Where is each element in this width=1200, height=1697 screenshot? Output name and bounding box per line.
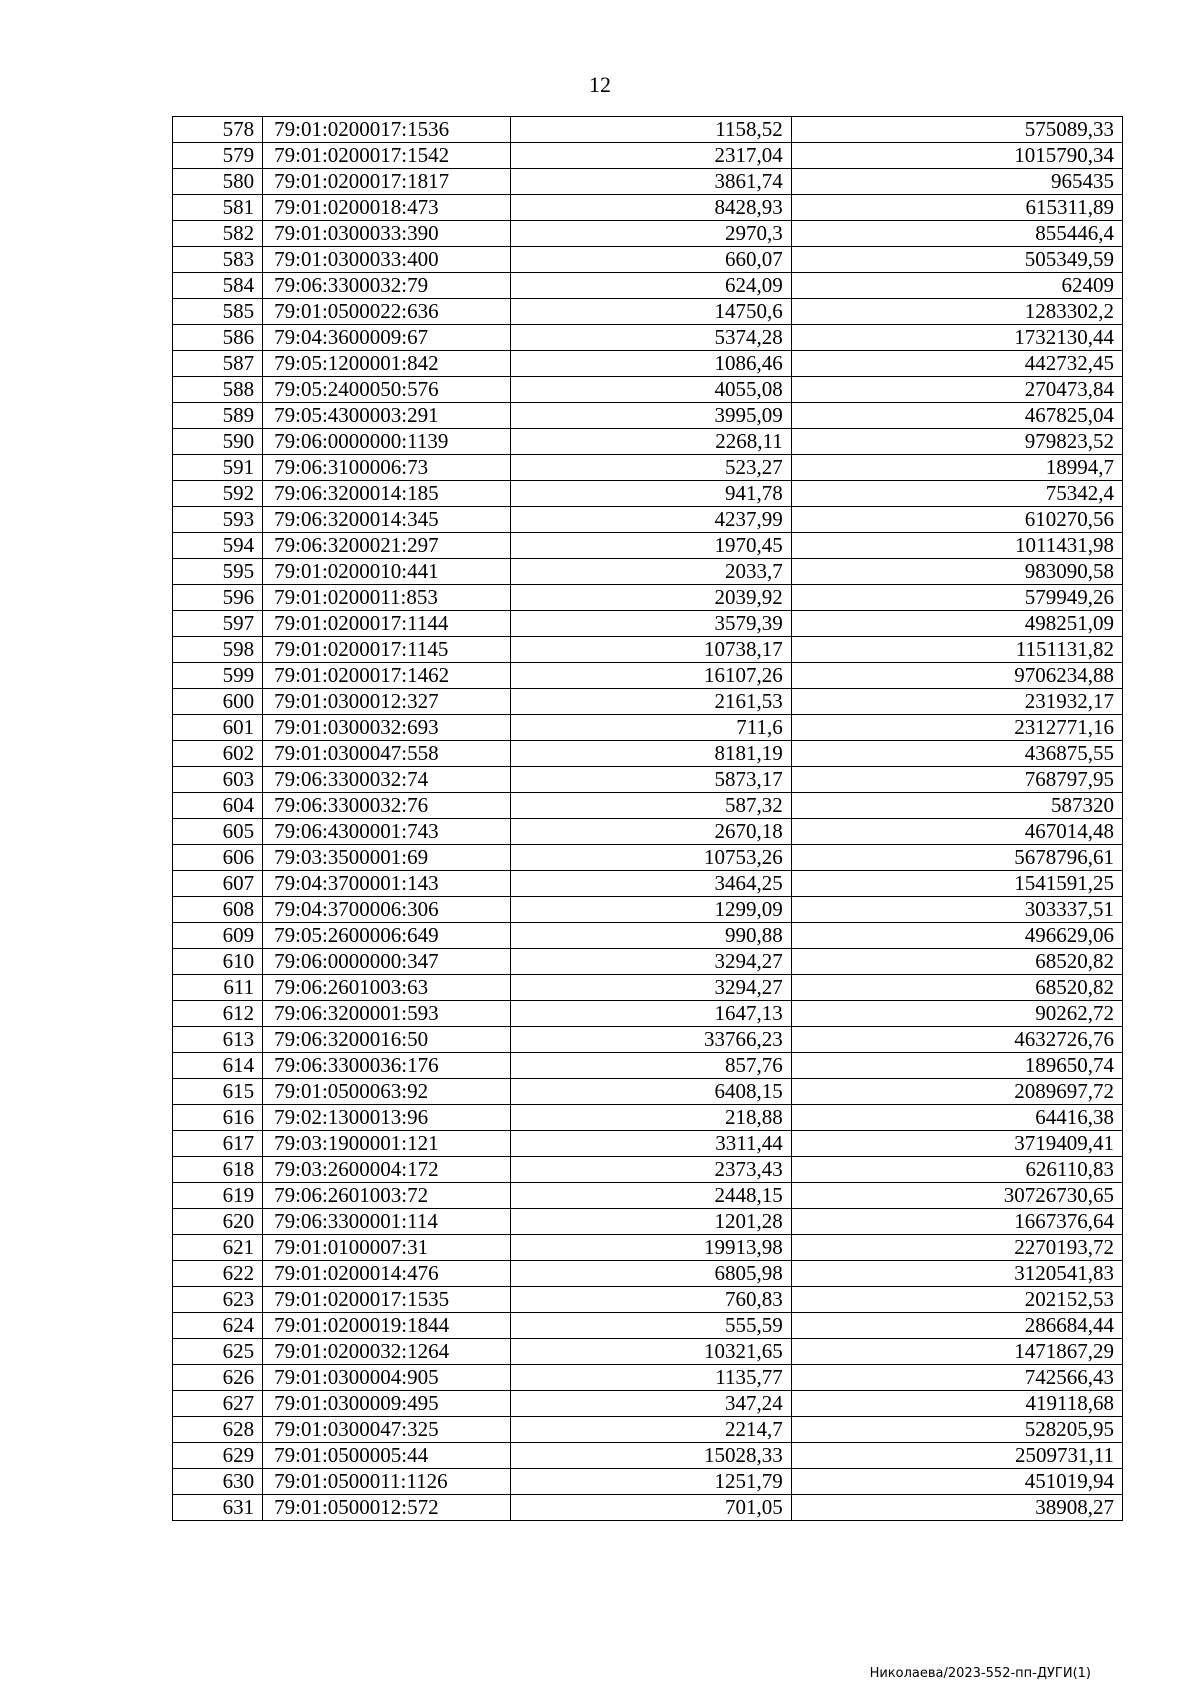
cadastral-number-cell: 79:01:0500011:1126 [263,1469,511,1495]
table-row [173,533,1123,559]
cost-cell: 467014,48 [791,819,1122,845]
table-row [173,1105,1123,1131]
area-cell: 218,88 [511,1105,792,1131]
cost-cell: 575089,33 [791,117,1122,143]
table-row [173,1131,1123,1157]
cost-cell: 1015790,34 [791,143,1122,169]
cadastral-number-cell: 79:01:0300012:327 [263,689,511,715]
cadastral-number-cell: 79:06:3300032:79 [263,273,511,299]
cadastral-number-cell: 79:05:4300003:291 [263,403,511,429]
table-row [173,819,1123,845]
table-row [173,1287,1123,1313]
area-cell: 14750,6 [511,299,792,325]
page-number: 12 [589,72,611,97]
table-row [173,611,1123,637]
row-number-cell: 611 [173,975,263,1001]
row-number-cell: 624 [173,1313,263,1339]
table-row [173,1001,1123,1027]
cadastral-number-cell: 79:01:0500012:572 [263,1495,511,1521]
table-row [173,741,1123,767]
cadastral-number-cell: 79:06:0000000:347 [263,949,511,975]
area-cell: 760,83 [511,1287,792,1313]
cost-cell: 498251,09 [791,611,1122,637]
cadastral-number-cell: 79:02:1300013:96 [263,1105,511,1131]
area-cell: 5873,17 [511,767,792,793]
table-row [173,377,1123,403]
cost-cell: 38908,27 [791,1495,1122,1521]
cost-cell: 587320 [791,793,1122,819]
row-number-cell: 620 [173,1209,263,1235]
table-row [173,715,1123,741]
area-cell: 941,78 [511,481,792,507]
cost-cell: 75342,4 [791,481,1122,507]
cadastral-number-cell: 79:03:3500001:69 [263,845,511,871]
area-cell: 4237,99 [511,507,792,533]
cost-cell: 3120541,83 [791,1261,1122,1287]
row-number-cell: 595 [173,559,263,585]
table-row [173,1469,1123,1495]
cadastral-number-cell: 79:06:4300001:743 [263,819,511,845]
area-cell: 8181,19 [511,741,792,767]
cadastral-number-cell: 79:04:3700006:306 [263,897,511,923]
cadastral-number-cell: 79:01:0300032:693 [263,715,511,741]
cadastral-number-cell: 79:06:2601003:63 [263,975,511,1001]
area-cell: 3861,74 [511,169,792,195]
row-number-cell: 613 [173,1027,263,1053]
row-number-cell: 616 [173,1105,263,1131]
table-row [173,585,1123,611]
row-number-cell: 600 [173,689,263,715]
row-number-cell: 603 [173,767,263,793]
cost-cell: 18994,7 [791,455,1122,481]
cadastral-number-cell: 79:06:3300032:76 [263,793,511,819]
area-cell: 3294,27 [511,975,792,1001]
cost-cell: 419118,68 [791,1391,1122,1417]
area-cell: 2317,04 [511,143,792,169]
area-cell: 16107,26 [511,663,792,689]
row-number-cell: 627 [173,1391,263,1417]
cadastral-number-cell: 79:01:0200019:1844 [263,1313,511,1339]
row-number-cell: 599 [173,663,263,689]
cost-cell: 1732130,44 [791,325,1122,351]
table-row [173,299,1123,325]
table-row [173,793,1123,819]
cadastral-number-cell: 79:01:0500063:92 [263,1079,511,1105]
cost-cell: 90262,72 [791,1001,1122,1027]
cadastral-number-cell: 79:01:0200017:1145 [263,637,511,663]
cost-cell: 2312771,16 [791,715,1122,741]
cadastral-number-cell: 79:03:1900001:121 [263,1131,511,1157]
row-number-cell: 608 [173,897,263,923]
table-row [173,221,1123,247]
area-cell: 711,6 [511,715,792,741]
cadastral-number-cell: 79:03:2600004:172 [263,1157,511,1183]
area-cell: 6408,15 [511,1079,792,1105]
row-number-cell: 598 [173,637,263,663]
row-number-cell: 609 [173,923,263,949]
cost-cell: 1471867,29 [791,1339,1122,1365]
cost-cell: 979823,52 [791,429,1122,455]
table-row [173,195,1123,221]
area-cell: 2448,15 [511,1183,792,1209]
table-row [173,845,1123,871]
area-cell: 15028,33 [511,1443,792,1469]
row-number-cell: 590 [173,429,263,455]
cadastral-number-cell: 79:01:0500022:636 [263,299,511,325]
area-cell: 5374,28 [511,325,792,351]
cadastral-number-cell: 79:01:0500005:44 [263,1443,511,1469]
row-number-cell: 594 [173,533,263,559]
area-cell: 6805,98 [511,1261,792,1287]
cost-cell: 62409 [791,273,1122,299]
row-number-cell: 604 [173,793,263,819]
row-number-cell: 589 [173,403,263,429]
cost-cell: 202152,53 [791,1287,1122,1313]
cadastral-number-cell: 79:01:0200017:1817 [263,169,511,195]
table-row [173,975,1123,1001]
cost-cell: 270473,84 [791,377,1122,403]
table-row [173,767,1123,793]
cost-cell: 505349,59 [791,247,1122,273]
cost-cell: 528205,95 [791,1417,1122,1443]
row-number-cell: 628 [173,1417,263,1443]
table-row [173,1209,1123,1235]
table-row [173,1079,1123,1105]
data-table [172,116,1123,1521]
table-row [173,273,1123,299]
cost-cell: 442732,45 [791,351,1122,377]
cadastral-number-cell: 79:01:0200011:853 [263,585,511,611]
cost-cell: 2089697,72 [791,1079,1122,1105]
table-row [173,1495,1123,1521]
cadastral-number-cell: 79:01:0200010:441 [263,559,511,585]
cadastral-number-cell: 79:06:3300032:74 [263,767,511,793]
row-number-cell: 587 [173,351,263,377]
area-cell: 555,59 [511,1313,792,1339]
row-number-cell: 596 [173,585,263,611]
table-row [173,117,1123,143]
cost-cell: 5678796,61 [791,845,1122,871]
cost-cell: 983090,58 [791,559,1122,585]
cost-cell: 68520,82 [791,975,1122,1001]
table-row [173,1183,1123,1209]
cost-cell: 1151131,82 [791,637,1122,663]
table-row [173,429,1123,455]
cost-cell: 496629,06 [791,923,1122,949]
cost-cell: 30726730,65 [791,1183,1122,1209]
area-cell: 2214,7 [511,1417,792,1443]
table-row [173,637,1123,663]
table-row [173,1339,1123,1365]
cadastral-number-cell: 79:06:0000000:1139 [263,429,511,455]
cost-cell: 467825,04 [791,403,1122,429]
row-number-cell: 607 [173,871,263,897]
row-number-cell: 615 [173,1079,263,1105]
cost-cell: 286684,44 [791,1313,1122,1339]
row-number-cell: 621 [173,1235,263,1261]
cadastral-number-cell: 79:05:1200001:842 [263,351,511,377]
area-cell: 347,24 [511,1391,792,1417]
area-cell: 3995,09 [511,403,792,429]
area-cell: 19913,98 [511,1235,792,1261]
row-number-cell: 619 [173,1183,263,1209]
row-number-cell: 582 [173,221,263,247]
area-cell: 3464,25 [511,871,792,897]
row-number-cell: 597 [173,611,263,637]
area-cell: 10321,65 [511,1339,792,1365]
cadastral-number-cell: 79:06:3200014:185 [263,481,511,507]
cadastral-number-cell: 79:01:0300047:325 [263,1417,511,1443]
area-cell: 10753,26 [511,845,792,871]
row-number-cell: 629 [173,1443,263,1469]
row-number-cell: 583 [173,247,263,273]
table-row [173,1157,1123,1183]
cadastral-number-cell: 79:01:0100007:31 [263,1235,511,1261]
cost-cell: 4632726,76 [791,1027,1122,1053]
area-cell: 2033,7 [511,559,792,585]
area-cell: 8428,93 [511,195,792,221]
row-number-cell: 631 [173,1495,263,1521]
cadastral-number-cell: 79:01:0200017:1542 [263,143,511,169]
area-cell: 2039,92 [511,585,792,611]
cadastral-number-cell: 79:01:0300004:905 [263,1365,511,1391]
row-number-cell: 605 [173,819,263,845]
cadastral-number-cell: 79:01:0200017:1144 [263,611,511,637]
row-number-cell: 601 [173,715,263,741]
cost-cell: 1011431,98 [791,533,1122,559]
row-number-cell: 586 [173,325,263,351]
cadastral-number-cell: 79:05:2400050:576 [263,377,511,403]
table-row [173,923,1123,949]
area-cell: 587,32 [511,793,792,819]
area-cell: 2373,43 [511,1157,792,1183]
cadastral-number-cell: 79:06:3300001:114 [263,1209,511,1235]
table-row [173,143,1123,169]
area-cell: 1158,52 [511,117,792,143]
row-number-cell: 585 [173,299,263,325]
row-number-cell: 630 [173,1469,263,1495]
area-cell: 3311,44 [511,1131,792,1157]
cadastral-number-cell: 79:01:0300033:390 [263,221,511,247]
cadastral-number-cell: 79:01:0200032:1264 [263,1339,511,1365]
cost-cell: 231932,17 [791,689,1122,715]
area-cell: 1970,45 [511,533,792,559]
area-cell: 701,05 [511,1495,792,1521]
cost-cell: 615311,89 [791,195,1122,221]
cost-cell: 742566,43 [791,1365,1122,1391]
row-number-cell: 579 [173,143,263,169]
table-row [173,871,1123,897]
row-number-cell: 581 [173,195,263,221]
cost-cell: 189650,74 [791,1053,1122,1079]
cadastral-number-cell: 79:06:2601003:72 [263,1183,511,1209]
table-row [173,1365,1123,1391]
row-number-cell: 610 [173,949,263,975]
area-cell: 660,07 [511,247,792,273]
row-number-cell: 578 [173,117,263,143]
table-row [173,949,1123,975]
area-cell: 2670,18 [511,819,792,845]
cost-cell: 2509731,11 [791,1443,1122,1469]
area-cell: 523,27 [511,455,792,481]
table-row [173,455,1123,481]
row-number-cell: 606 [173,845,263,871]
area-cell: 1086,46 [511,351,792,377]
cost-cell: 1541591,25 [791,871,1122,897]
row-number-cell: 584 [173,273,263,299]
document-footer-code: Николаева/2023-552-пп-ДУГИ(1) [869,1666,1091,1681]
table-row [173,1391,1123,1417]
cost-cell: 64416,38 [791,1105,1122,1131]
row-number-cell: 602 [173,741,263,767]
area-cell: 1647,13 [511,1001,792,1027]
table-row [173,351,1123,377]
cost-cell: 3719409,41 [791,1131,1122,1157]
cost-cell: 9706234,88 [791,663,1122,689]
area-cell: 3579,39 [511,611,792,637]
area-cell: 1201,28 [511,1209,792,1235]
table-row [173,689,1123,715]
area-cell: 857,76 [511,1053,792,1079]
cost-cell: 855446,4 [791,221,1122,247]
area-cell: 33766,23 [511,1027,792,1053]
cadastral-number-cell: 79:05:2600006:649 [263,923,511,949]
cadastral-number-cell: 79:06:3200016:50 [263,1027,511,1053]
table-row [173,1027,1123,1053]
row-number-cell: 618 [173,1157,263,1183]
table-row [173,169,1123,195]
area-cell: 2268,11 [511,429,792,455]
cadastral-number-cell: 79:01:0300009:495 [263,1391,511,1417]
row-number-cell: 625 [173,1339,263,1365]
cost-cell: 303337,51 [791,897,1122,923]
table-body [173,117,1123,1521]
table-row [173,559,1123,585]
row-number-cell: 580 [173,169,263,195]
table-row [173,403,1123,429]
row-number-cell: 612 [173,1001,263,1027]
cost-cell: 436875,55 [791,741,1122,767]
table-row [173,481,1123,507]
cadastral-number-cell: 79:01:0200017:1462 [263,663,511,689]
area-cell: 1135,77 [511,1365,792,1391]
cadastral-number-cell: 79:01:0300033:400 [263,247,511,273]
row-number-cell: 617 [173,1131,263,1157]
row-number-cell: 614 [173,1053,263,1079]
row-number-cell: 592 [173,481,263,507]
row-number-cell: 623 [173,1287,263,1313]
table-row [173,663,1123,689]
cost-cell: 2270193,72 [791,1235,1122,1261]
cadastral-number-cell: 79:01:0200017:1536 [263,117,511,143]
cadastral-number-cell: 79:01:0200018:473 [263,195,511,221]
area-cell: 2970,3 [511,221,792,247]
row-number-cell: 593 [173,507,263,533]
table-row [173,1053,1123,1079]
area-cell: 2161,53 [511,689,792,715]
table-row [173,1235,1123,1261]
cost-cell: 1283302,2 [791,299,1122,325]
cadastral-number-cell: 79:01:0200017:1535 [263,1287,511,1313]
row-number-cell: 626 [173,1365,263,1391]
area-cell: 990,88 [511,923,792,949]
row-number-cell: 591 [173,455,263,481]
table-row [173,325,1123,351]
cadastral-number-cell: 79:06:3200001:593 [263,1001,511,1027]
cadastral-number-cell: 79:06:3200014:345 [263,507,511,533]
area-cell: 4055,08 [511,377,792,403]
cadastral-number-cell: 79:06:3200021:297 [263,533,511,559]
cadastral-number-cell: 79:06:3300036:176 [263,1053,511,1079]
area-cell: 3294,27 [511,949,792,975]
area-cell: 1251,79 [511,1469,792,1495]
table-row [173,897,1123,923]
cadastral-number-cell: 79:04:3600009:67 [263,325,511,351]
table-row [173,1261,1123,1287]
cost-cell: 610270,56 [791,507,1122,533]
cost-cell: 1667376,64 [791,1209,1122,1235]
row-number-cell: 588 [173,377,263,403]
area-cell: 1299,09 [511,897,792,923]
table-row [173,1313,1123,1339]
table-row [173,247,1123,273]
cadastral-number-cell: 79:01:0200014:476 [263,1261,511,1287]
table-row [173,507,1123,533]
row-number-cell: 622 [173,1261,263,1287]
cost-cell: 579949,26 [791,585,1122,611]
cadastral-number-cell: 79:01:0300047:558 [263,741,511,767]
cost-cell: 626110,83 [791,1157,1122,1183]
cost-cell: 451019,94 [791,1469,1122,1495]
area-cell: 624,09 [511,273,792,299]
cost-cell: 68520,82 [791,949,1122,975]
cost-cell: 965435 [791,169,1122,195]
area-cell: 10738,17 [511,637,792,663]
cadastral-number-cell: 79:06:3100006:73 [263,455,511,481]
cost-cell: 768797,95 [791,767,1122,793]
table-row [173,1443,1123,1469]
cadastral-number-cell: 79:04:3700001:143 [263,871,511,897]
table-row [173,1417,1123,1443]
